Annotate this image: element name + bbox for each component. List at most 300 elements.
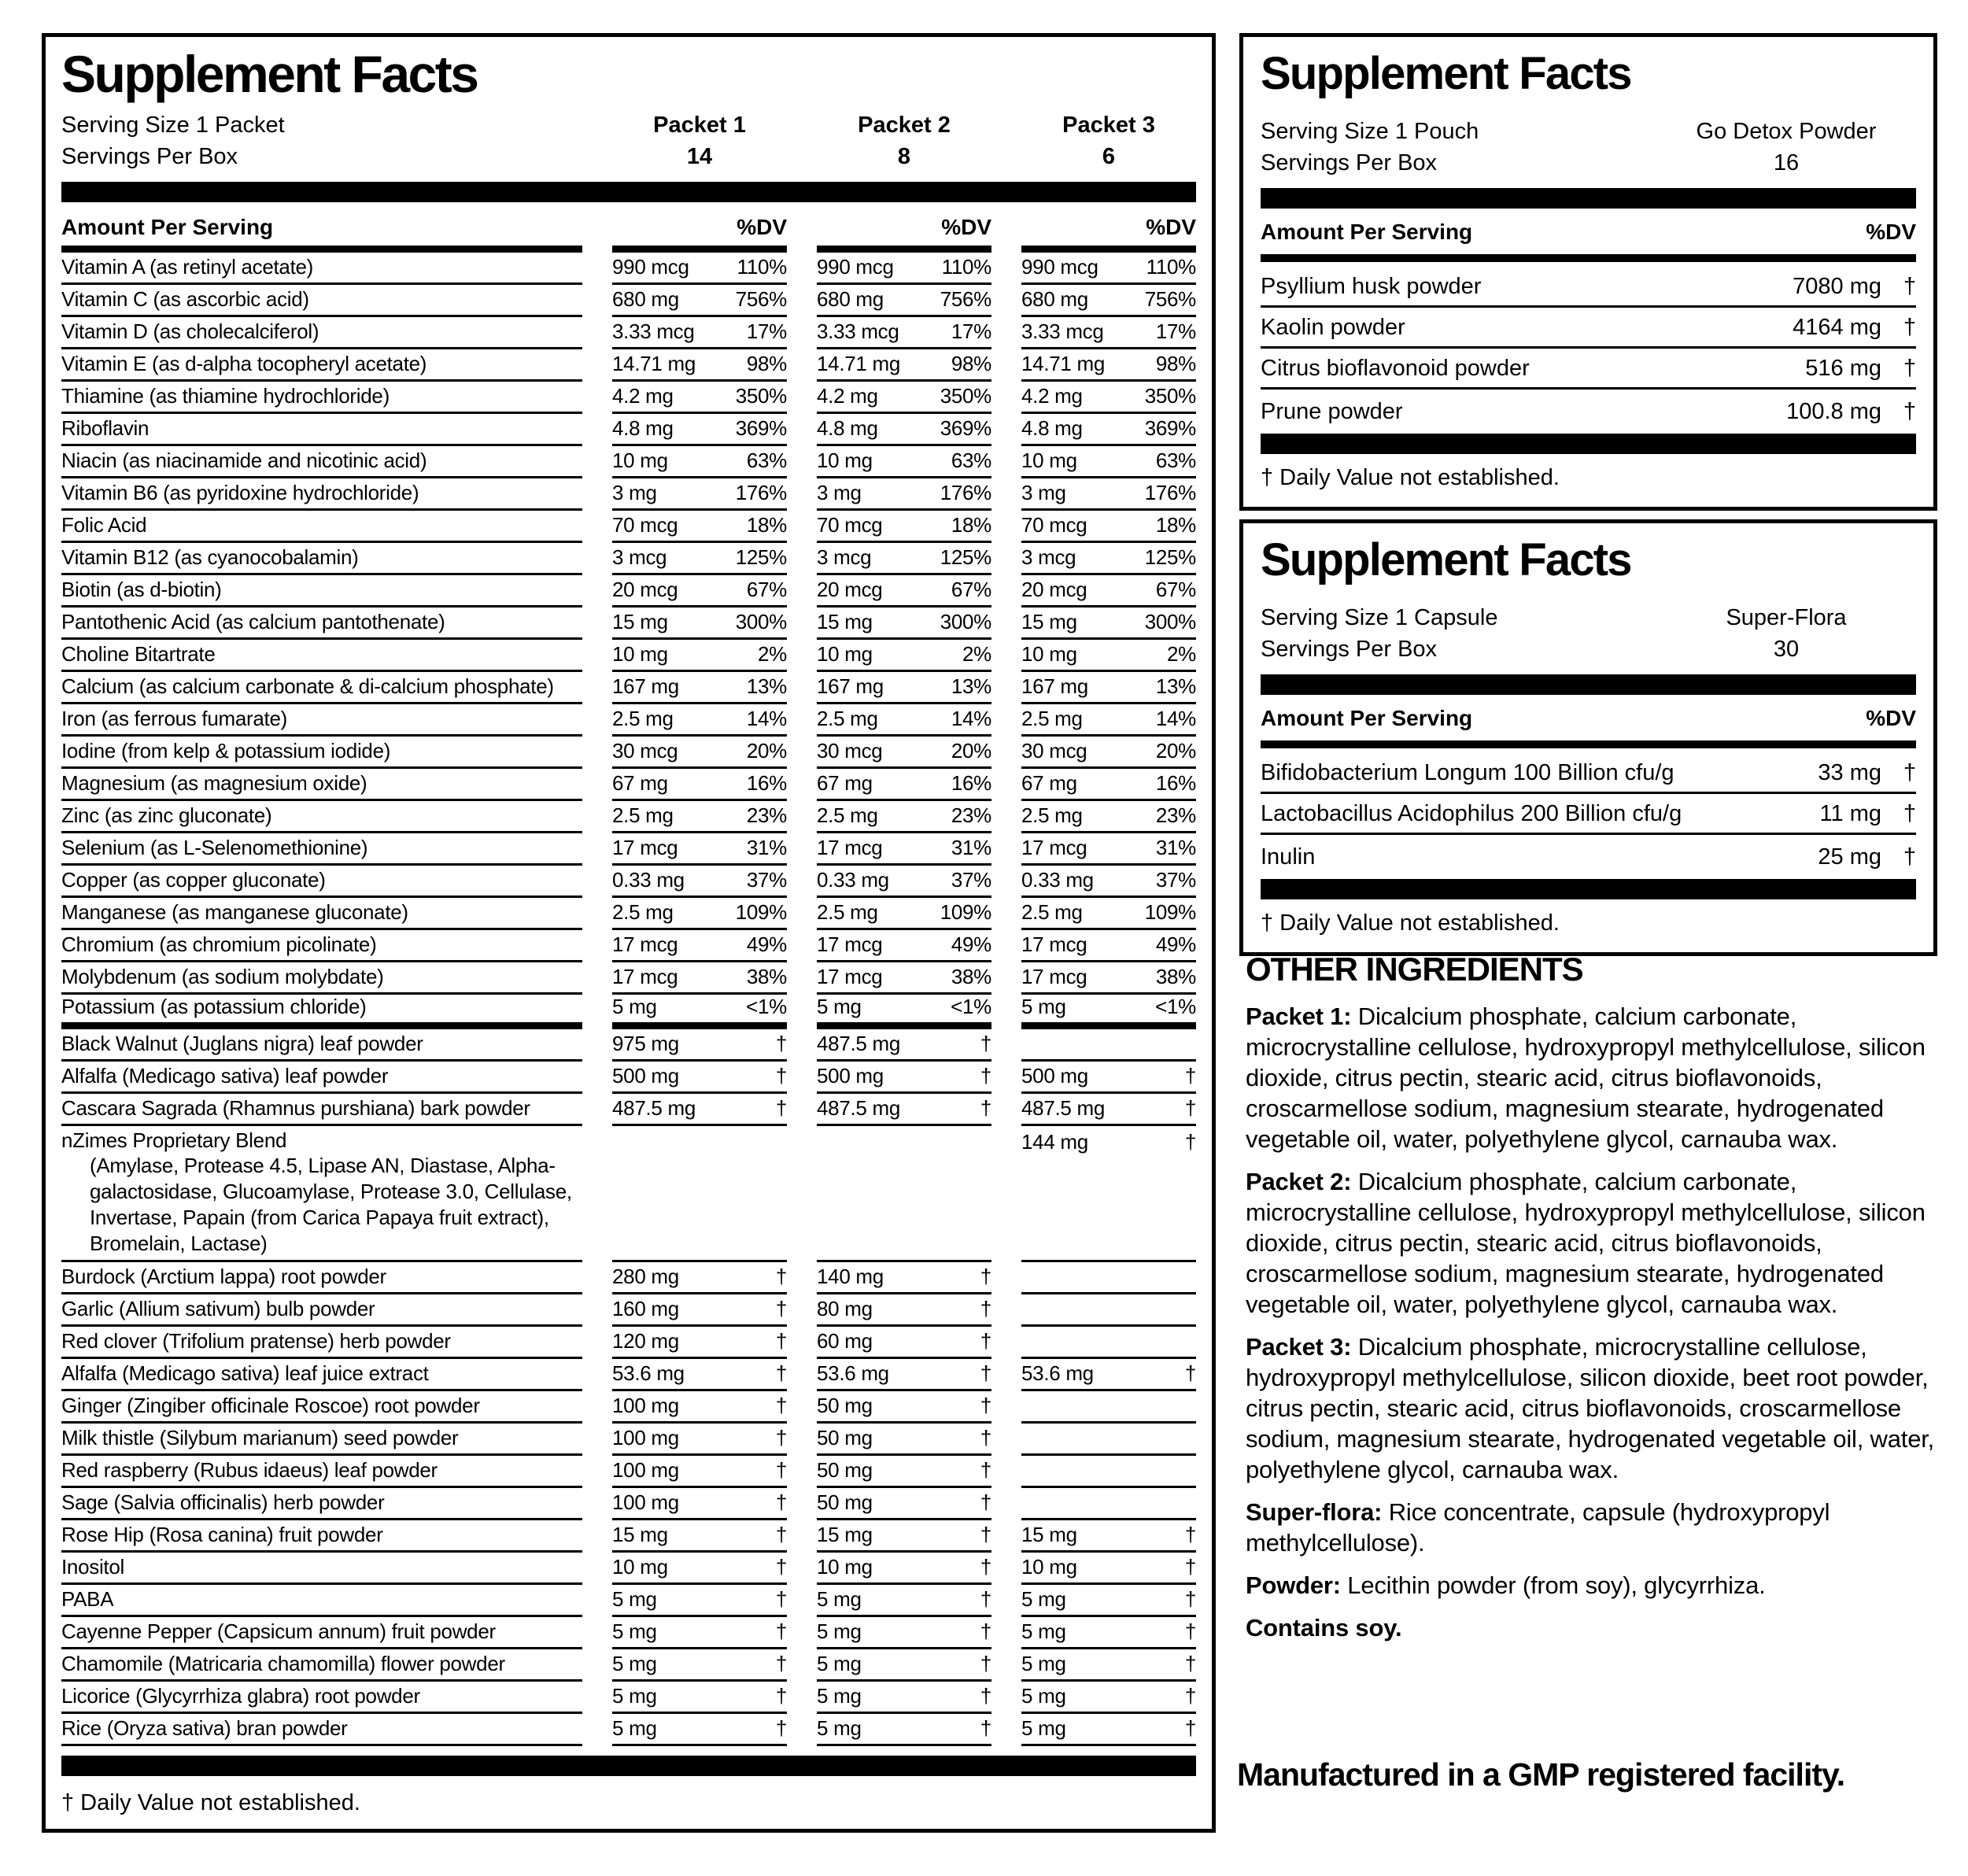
- amount-value: 70 mcg: [1021, 513, 1087, 537]
- dv-value: †: [775, 1426, 787, 1449]
- dv-value: 350%: [735, 384, 787, 408]
- amount-value: 11 mg: [1819, 801, 1881, 826]
- ingredient-name: Biotin (as d-biotin): [61, 575, 582, 607]
- ingredient-name: Molybdenum (as sodium molybdate): [61, 962, 582, 995]
- table-row: [61, 962, 1196, 995]
- amount-cell-packet-2: [817, 543, 991, 575]
- serving-size-label: Serving Size 1 Packet: [61, 113, 285, 138]
- amount-value: 53.6 mg: [612, 1361, 685, 1385]
- dv-value: †: [1903, 356, 1916, 381]
- dv-value: †: [775, 1555, 787, 1579]
- amount-cell-packet-2: [817, 446, 991, 478]
- dv-value: †: [775, 1064, 787, 1088]
- dv-value: †: [980, 1523, 991, 1546]
- ingredient-name: Vitamin E (as d-alpha tocopheryl acetate): [61, 349, 582, 382]
- dv-value: 38%: [951, 965, 991, 988]
- amount-value: 167 mg: [817, 674, 884, 698]
- amount-value: 100 mg: [612, 1394, 679, 1417]
- amount-cell-packet-2: [817, 285, 991, 317]
- amount-cell-packet-2: [817, 478, 991, 511]
- dv-value: †: [775, 1684, 787, 1708]
- amount-cell-packet-2: [817, 801, 991, 833]
- dv-value: 20%: [746, 739, 787, 763]
- amount-cell-packet-3: [1021, 1456, 1196, 1488]
- dv-value: 13%: [1155, 674, 1196, 698]
- dv-value: 756%: [1144, 287, 1196, 311]
- amount-value: 4.8 mg: [817, 416, 878, 440]
- dv-value: 63%: [951, 449, 991, 472]
- ingredient-name: Inulin: [1261, 844, 1316, 870]
- amount-value: 10 mg: [817, 1555, 873, 1579]
- amount-cell-packet-2: [817, 898, 991, 930]
- table-row: [61, 1126, 1196, 1262]
- amount-cell-packet-1: [612, 1359, 787, 1391]
- dv-value: †: [775, 1716, 787, 1740]
- amount-value: 100.8 mg: [1786, 399, 1881, 424]
- ingredient-name: Folic Acid: [61, 511, 582, 543]
- amount-per-serving-header: Amount Per Serving: [61, 210, 582, 253]
- serving-info: [1261, 602, 1916, 665]
- amount-cell-packet-3: [1021, 607, 1196, 640]
- table-row: [61, 1262, 1196, 1294]
- amount-value: 680 mg: [1021, 287, 1088, 311]
- amount-cell-packet-2: [817, 1553, 991, 1585]
- amount-value: 4.8 mg: [612, 416, 674, 440]
- packet-3-servings: 6: [1102, 144, 1116, 169]
- amount-cell-packet-3: [1021, 1126, 1196, 1262]
- dv-value: 23%: [746, 803, 787, 827]
- amount-cell-packet-2: [817, 1520, 991, 1553]
- dv-value: 67%: [746, 578, 787, 601]
- amount-cell-packet-2: [817, 1649, 991, 1682]
- amount-cell-packet-3: [1021, 543, 1196, 575]
- dv-value: 350%: [940, 384, 991, 408]
- amount-value: 990 mcg: [817, 255, 894, 279]
- ingredient-name: Red raspberry (Rubus idaeus) leaf powder: [61, 1456, 582, 1488]
- dv-value: †: [1184, 1096, 1196, 1120]
- table-row: [1261, 308, 1916, 349]
- amount-value: 487.5 mg: [1021, 1096, 1106, 1120]
- amount-cell-packet-1: [612, 1617, 787, 1649]
- amount-cell-packet-3: [1021, 769, 1196, 801]
- amount-value: 17 mcg: [1021, 932, 1087, 956]
- dv-value: 2%: [758, 642, 787, 666]
- amount-value: 10 mg: [612, 642, 668, 666]
- dv-value: 31%: [1155, 836, 1196, 859]
- amount-cell-packet-1: [612, 446, 787, 478]
- amount-cell-packet-2: [817, 995, 991, 1029]
- amount-cell-packet-3: [1021, 1359, 1196, 1391]
- packet-1-header: Packet 1: [653, 113, 746, 138]
- amount-cell-packet-1: [612, 866, 787, 898]
- amount-value: 10 mg: [1021, 642, 1077, 666]
- dv-value: 110%: [1146, 255, 1196, 279]
- amount-value: 67 mg: [1021, 771, 1077, 795]
- amount-value: 33 mg: [1818, 760, 1881, 785]
- amount-value: 2.5 mg: [1021, 900, 1083, 924]
- dv-value: 37%: [951, 868, 991, 892]
- amount-value: 4.2 mg: [1021, 384, 1083, 408]
- table-row: [61, 511, 1196, 543]
- amount-cell-packet-2: [817, 640, 991, 672]
- amount-value: 990 mcg: [612, 255, 689, 279]
- paragraph-lead: Super-flora:: [1246, 1498, 1383, 1526]
- dv-value: †: [980, 1096, 991, 1120]
- amount-cell-packet-1: [612, 1424, 787, 1456]
- amount-cell-packet-1: [612, 640, 787, 672]
- dv-value: 18%: [951, 513, 991, 537]
- table-row: [61, 1649, 1196, 1682]
- amount-value: 50 mg: [817, 1394, 873, 1417]
- dv-value: †: [1184, 1716, 1196, 1740]
- table-row: [61, 446, 1196, 478]
- amount-value: 25 mg: [1818, 844, 1881, 870]
- amount-cell-packet-2: [817, 1456, 991, 1488]
- amount-cell-packet-2: [817, 414, 991, 446]
- amount-value: 5 mg: [612, 1684, 657, 1708]
- amount-value: 3.33 mcg: [612, 319, 695, 343]
- servings-count: 30: [1773, 637, 1800, 662]
- dv-value: 2%: [1167, 642, 1196, 666]
- ingredient-name: Sage (Salvia officinalis) herb powder: [61, 1488, 582, 1520]
- amount-value: 167 mg: [612, 674, 679, 698]
- amount-value: 280 mg: [612, 1265, 679, 1288]
- amount-cell-packet-2: [817, 962, 991, 995]
- amount-value: 10 mg: [1021, 449, 1077, 472]
- amount-value: 5 mg: [817, 995, 862, 1018]
- amount-value: 5 mg: [1021, 1619, 1066, 1643]
- table-row: [1261, 753, 1916, 794]
- amount-value: 5 mg: [1021, 995, 1066, 1018]
- amount-value: 487.5 mg: [612, 1096, 696, 1120]
- product-name: Super-Flora: [1726, 605, 1847, 630]
- supplement-facts-panel-flora: [1239, 519, 1937, 956]
- amount-cell-packet-1: [612, 1029, 787, 1062]
- amount-cell-packet-1: [612, 1327, 787, 1359]
- amount-value: 15 mg: [1021, 1523, 1077, 1546]
- ingredient-name: Iron (as ferrous fumarate): [61, 704, 582, 737]
- table-row: [61, 1617, 1196, 1649]
- amount-value: 10 mg: [1021, 1555, 1077, 1579]
- amount-value: 5 mg: [612, 1716, 657, 1740]
- dv-value: †: [980, 1587, 991, 1611]
- serving-size-label: Serving Size 1 Pouch: [1261, 119, 1479, 144]
- amount-value: 14.71 mg: [817, 352, 901, 375]
- dv-value: 125%: [940, 545, 991, 569]
- table-row: [61, 478, 1196, 511]
- paragraph-lead: Packet 1:: [1246, 1003, 1352, 1030]
- divider-bar: [1261, 188, 1916, 209]
- dv-value: †: [1903, 315, 1916, 340]
- dv-value: †: [775, 1096, 787, 1120]
- table-row: [61, 382, 1196, 414]
- ingredient-name: Potassium (as potassium chloride): [61, 995, 582, 1029]
- amount-cell-packet-3: [1021, 1327, 1196, 1359]
- amount-cell-packet-1: [612, 349, 787, 382]
- table-row: [61, 769, 1196, 801]
- amount-value: 4164 mg: [1793, 315, 1881, 340]
- ingredient-name: Bifidobacterium Longum 100 Billion cfu/g: [1261, 760, 1674, 785]
- amount-value: 5 mg: [1021, 1652, 1066, 1675]
- dv-value: †: [980, 1426, 991, 1449]
- amount-cell-packet-1: [612, 1488, 787, 1520]
- amount-cell-packet-1: [612, 1585, 787, 1617]
- amount-cell-packet-1: [612, 704, 787, 737]
- amount-cell-packet-3: [1021, 349, 1196, 382]
- amount-cell-packet-2: [817, 930, 991, 962]
- ingredient-name: Ginger (Zingiber officinale Roscoe) root powder: [61, 1391, 582, 1424]
- dv-value: †: [980, 1032, 991, 1055]
- amount-value: 17 mcg: [1021, 965, 1087, 988]
- amount-value: 3.33 mcg: [1021, 319, 1104, 343]
- amount-value: 53.6 mg: [817, 1361, 889, 1385]
- dv-value: 31%: [951, 836, 991, 859]
- amount-cell-packet-2: [817, 253, 991, 285]
- amount-value: 975 mg: [612, 1032, 679, 1055]
- amount-value: 4.2 mg: [612, 384, 674, 408]
- dv-value: †: [1903, 844, 1916, 870]
- amount-cell-packet-2: [817, 1126, 991, 1262]
- dv-value: 23%: [951, 803, 991, 827]
- amount-value: 167 mg: [1021, 674, 1088, 698]
- dv-value: 16%: [746, 771, 787, 795]
- ingredient-name: Choline Bitartrate: [61, 640, 582, 672]
- amount-value: 500 mg: [817, 1064, 884, 1088]
- table-row: [1261, 390, 1916, 430]
- table-row: [61, 285, 1196, 317]
- serving-info: [1261, 116, 1916, 179]
- table-row: [61, 1294, 1196, 1327]
- amount-cell-packet-2: [817, 1682, 991, 1714]
- dv-value: 300%: [940, 610, 991, 633]
- other-ingredients-section: [1246, 951, 1951, 1655]
- serving-info: [61, 109, 1196, 172]
- ingredient-name: Vitamin D (as cholecalciferol): [61, 317, 582, 349]
- dv-value: †: [980, 1619, 991, 1643]
- amount-cell-packet-3: [1021, 1714, 1196, 1746]
- dv-value: †: [775, 1458, 787, 1482]
- ingredient-name: Calcium (as calcium carbonate & di-calcium phosphate): [61, 672, 582, 704]
- ingredient-name: Cayenne Pepper (Capsicum annum) fruit powder: [61, 1617, 582, 1649]
- amount-value: 50 mg: [817, 1458, 873, 1482]
- amount-cell-packet-2: [817, 1714, 991, 1746]
- dv-value: 98%: [746, 352, 787, 375]
- dv-value: †: [775, 1394, 787, 1417]
- dv-value: 63%: [746, 449, 787, 472]
- amount-value: 3 mg: [817, 481, 862, 504]
- amount-cell-packet-3: [1021, 1062, 1196, 1094]
- amount-cell-packet-2: [817, 607, 991, 640]
- amount-value: 5 mg: [612, 1619, 657, 1643]
- table-row: [61, 1585, 1196, 1617]
- dv-value: <1%: [1155, 995, 1196, 1018]
- divider-bar: [1261, 254, 1916, 262]
- amount-value: 680 mg: [612, 287, 679, 311]
- amount-value: 2.5 mg: [612, 900, 674, 924]
- dv-value: 67%: [1155, 578, 1196, 601]
- dv-value: 17%: [746, 319, 787, 343]
- amount-value: 15 mg: [1021, 610, 1077, 633]
- amount-cell-packet-3: [1021, 253, 1196, 285]
- dv-value: 20%: [1155, 739, 1196, 763]
- servings-per-box-label: Servings Per Box: [1261, 637, 1438, 662]
- dv-value: 125%: [735, 545, 787, 569]
- dv-value: <1%: [746, 995, 787, 1018]
- packet-3-header: Packet 3: [1062, 113, 1155, 138]
- amount-cell-packet-2: [817, 704, 991, 737]
- amount-value: 17 mcg: [1021, 836, 1087, 859]
- ingredient-name: Thiamine (as thiamine hydrochloride): [61, 382, 582, 414]
- amount-value: 2.5 mg: [1021, 707, 1083, 730]
- amount-cell-packet-3: [1021, 801, 1196, 833]
- dv-value: 125%: [1144, 545, 1196, 569]
- ingredient-name: Vitamin C (as ascorbic acid): [61, 285, 582, 317]
- ingredient-name: Vitamin B6 (as pyridoxine hydrochloride): [61, 478, 582, 511]
- dv-value: †: [1903, 399, 1916, 424]
- amount-value: 60 mg: [817, 1329, 873, 1353]
- ingredient-name: Vitamin A (as retinyl acetate): [61, 253, 582, 285]
- dv-value: †: [1184, 1361, 1196, 1385]
- amount-value: 5 mg: [817, 1716, 862, 1740]
- amount-cell-packet-1: [612, 414, 787, 446]
- amount-value: 2.5 mg: [817, 900, 878, 924]
- ingredient-name: Chromium (as chromium picolinate): [61, 930, 582, 962]
- table-row: [61, 1094, 1196, 1126]
- amount-cell-packet-1: [612, 253, 787, 285]
- ingredient-paragraph: Powder: Lecithin powder (from soy), glycyrrhiza.: [1246, 1571, 1766, 1599]
- amount-value: 17 mcg: [612, 965, 678, 988]
- amount-value: 100 mg: [612, 1426, 679, 1449]
- dv-header: %DV: [1866, 220, 1916, 244]
- amount-value: 5 mg: [612, 995, 657, 1018]
- dv-value: †: [775, 1265, 787, 1288]
- divider-bar: [61, 1756, 1196, 1776]
- dv-value: †: [980, 1064, 991, 1088]
- dv-value: 109%: [940, 900, 991, 924]
- amount-cell-packet-1: [612, 995, 787, 1029]
- amount-value: 5 mg: [612, 1587, 657, 1611]
- dv-value: †: [775, 1329, 787, 1353]
- table-header: [1261, 209, 1916, 254]
- amount-cell-packet-3: [1021, 1262, 1196, 1294]
- product-name: Go Detox Powder: [1696, 119, 1877, 144]
- amount-value: 4.2 mg: [817, 384, 878, 408]
- dv-value: 18%: [746, 513, 787, 537]
- ingredient-paragraph: Super-flora: Rice concentrate, capsule (hydroxypropyl methylcellulose).: [1246, 1498, 1830, 1557]
- panel-title: Supplement Facts: [61, 45, 478, 103]
- dv-value: 110%: [737, 255, 787, 279]
- dv-value: †: [980, 1490, 991, 1514]
- table-row: [61, 1682, 1196, 1714]
- serving-size-label: Serving Size 1 Capsule: [1261, 605, 1498, 630]
- amount-cell-packet-2: [817, 1294, 991, 1327]
- amount-value: 70 mcg: [612, 513, 678, 537]
- amount-cell-packet-1: [612, 382, 787, 414]
- table-row: [61, 1062, 1196, 1094]
- ingredient-name: Selenium (as L-Selenomethionine): [61, 833, 582, 866]
- dv-value: 17%: [1155, 319, 1196, 343]
- dv-value: 23%: [1155, 803, 1196, 827]
- table-row: [61, 1029, 1196, 1062]
- amount-cell-packet-3: [1021, 1520, 1196, 1553]
- amount-value: 5 mg: [817, 1619, 862, 1643]
- table-row: [61, 672, 1196, 704]
- divider-bar: [1261, 879, 1916, 899]
- amount-cell-packet-2: [817, 1327, 991, 1359]
- amount-cell-packet-3: [1021, 478, 1196, 511]
- table-row: [61, 1391, 1196, 1424]
- ingredient-name: Burdock (Arctium lappa) root powder: [61, 1262, 582, 1294]
- amount-cell-packet-3: [1021, 382, 1196, 414]
- dv-value: †: [1184, 1619, 1196, 1643]
- amount-value: 15 mg: [817, 1523, 873, 1546]
- table-row: [61, 317, 1196, 349]
- amount-cell-packet-3: [1021, 704, 1196, 737]
- amount-value: 5 mg: [817, 1587, 862, 1611]
- ingredient-name: Iodine (from kelp & potassium iodide): [61, 737, 582, 769]
- amount-cell-packet-3: [1021, 898, 1196, 930]
- table-row: [1261, 835, 1916, 876]
- ingredient-name: Inositol: [61, 1553, 582, 1585]
- servings-per-box-label: Servings Per Box: [61, 144, 238, 169]
- dv-value: 14%: [746, 707, 787, 730]
- table-header: [1261, 695, 1916, 740]
- divider-bar: [1261, 674, 1916, 695]
- amount-value: 2.5 mg: [817, 707, 878, 730]
- dv-value: 110%: [941, 255, 991, 279]
- amount-cell-packet-1: [612, 285, 787, 317]
- amount-cell-packet-1: [612, 317, 787, 349]
- amount-cell-packet-3: [1021, 640, 1196, 672]
- table-row: [61, 866, 1196, 898]
- amount-value: 990 mcg: [1021, 255, 1098, 279]
- table-row: [1261, 794, 1916, 835]
- ingredient-name: Niacin (as niacinamide and nicotinic acid): [61, 446, 582, 478]
- panel-title: Supplement Facts: [1261, 48, 1631, 99]
- amount-value: 67 mg: [612, 771, 668, 795]
- dv-value: †: [1903, 760, 1916, 785]
- table-row: [61, 414, 1196, 446]
- table-row: [1261, 349, 1916, 390]
- table-row: [61, 253, 1196, 285]
- dv-value: †: [775, 1619, 787, 1643]
- ingredient-name: Licorice (Glycyrrhiza glabra) root powder: [61, 1682, 582, 1714]
- ingredient-name: Chamomile (Matricaria chamomilla) flower powder: [61, 1649, 582, 1682]
- ingredient-name: Riboflavin: [61, 414, 582, 446]
- ingredient-table: [1261, 753, 1916, 876]
- amount-value: 17 mcg: [612, 932, 678, 956]
- ingredient-name: Magnesium (as magnesium oxide): [61, 769, 582, 801]
- amount-cell-packet-1: [612, 962, 787, 995]
- amount-cell-packet-3: [1021, 1424, 1196, 1456]
- amount-cell-packet-1: [612, 1649, 787, 1682]
- dv-value: †: [980, 1361, 991, 1385]
- table-row: [61, 1488, 1196, 1520]
- amount-cell-packet-2: [817, 349, 991, 382]
- amount-value: 20 mcg: [817, 578, 883, 601]
- table-row: [1261, 267, 1916, 308]
- amount-cell-packet-1: [612, 1262, 787, 1294]
- table-row: [61, 704, 1196, 737]
- amount-cell-packet-1: [612, 1391, 787, 1424]
- ingredient-name: Pantothenic Acid (as calcium pantothenate): [61, 607, 582, 640]
- amount-cell-packet-2: [817, 866, 991, 898]
- amount-cell-packet-2: [817, 737, 991, 769]
- amount-cell-packet-3: [1021, 1391, 1196, 1424]
- amount-value: 2.5 mg: [817, 803, 878, 827]
- dv-value: <1%: [951, 995, 991, 1018]
- table-row: [61, 1714, 1196, 1746]
